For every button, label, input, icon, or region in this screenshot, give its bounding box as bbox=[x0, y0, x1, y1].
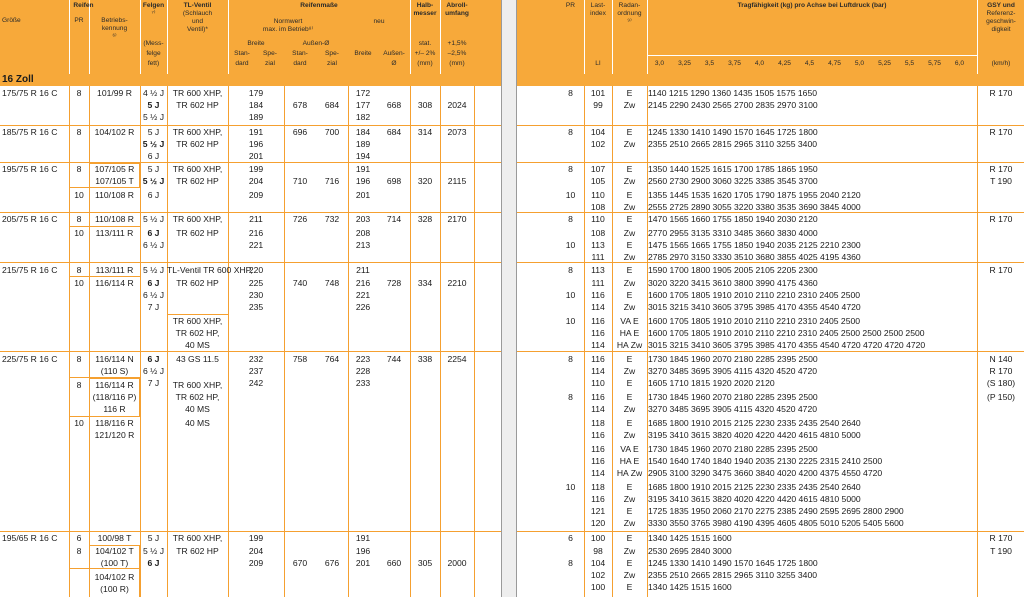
pressure-header: 5,5 bbox=[904, 60, 915, 67]
load-index-cell: 116 bbox=[591, 444, 605, 454]
axle-arrangement-cell: E bbox=[626, 164, 633, 174]
axle-arrangement-cell: Zw bbox=[623, 546, 636, 556]
load-values-cell: 3270 3485 3695 3905 4115 4320 4520 4720 bbox=[648, 366, 818, 376]
axle-arrangement-cell: E bbox=[626, 290, 633, 300]
tire-size: 225/75 R 16 C bbox=[2, 354, 58, 364]
axle-arrangement-cell: Zw bbox=[623, 404, 636, 414]
load-values-cell: 1605 1710 1815 1920 2020 2120 bbox=[648, 378, 775, 388]
load-values-cell: 3195 3410 3615 3820 4020 4220 4420 4615 4810 5000 bbox=[648, 494, 861, 504]
speed-rating-cell: T 190 bbox=[990, 546, 1012, 556]
load-index-cell: 114 bbox=[591, 366, 605, 376]
load-index-cell: 118 bbox=[591, 482, 605, 492]
axle-arrangement-cell: E bbox=[626, 214, 633, 224]
axle-arrangement-cell: E bbox=[626, 190, 633, 200]
load-index-cell: 114 bbox=[591, 404, 605, 414]
speed-rating-cell: N 140 bbox=[989, 354, 1013, 364]
pressure-header: 5,25 bbox=[878, 60, 891, 67]
load-values-cell: 1725 1835 1950 2060 2170 2275 2385 2490 2595 2695 2800 2900 bbox=[648, 506, 904, 516]
speed-rating-cell: (S 180) bbox=[986, 378, 1016, 388]
axle-arrangement-cell: Zw bbox=[623, 100, 636, 110]
load-index-cell: 113 bbox=[591, 240, 605, 250]
load-values-cell: 1600 1705 1805 1910 2010 2110 2210 2310 2405 2500 bbox=[648, 316, 861, 326]
load-values-cell: 1355 1445 1535 1620 1705 1790 1875 1955 2040 2120 bbox=[648, 190, 861, 200]
load-values-cell: 1600 1705 1805 1910 2010 2110 2210 2310 2405 2500 bbox=[648, 290, 861, 300]
axle-arrangement-cell: E bbox=[626, 378, 633, 388]
pr-cell: 10 bbox=[565, 240, 576, 250]
speed-rating-cell: R 170 bbox=[989, 214, 1013, 224]
pr-cell: 10 bbox=[565, 316, 576, 326]
axle-arrangement-cell: Zw bbox=[623, 139, 636, 149]
load-index-cell: 116 bbox=[591, 354, 605, 364]
axle-arrangement-cell: E bbox=[626, 558, 633, 568]
tire-size: 215/75 R 16 C bbox=[2, 265, 58, 275]
load-index-cell: 100 bbox=[590, 533, 606, 543]
load-index-cell: 118 bbox=[591, 418, 605, 428]
load-index-cell: 116 bbox=[591, 430, 605, 440]
axle-arrangement-cell: HA E bbox=[619, 456, 640, 466]
load-values-cell: 2560 2730 2900 3060 3225 3385 3545 3700 bbox=[648, 176, 818, 186]
speed-rating-cell: R 170 bbox=[989, 88, 1013, 98]
speed-rating-cell: R 170 bbox=[989, 533, 1013, 543]
tire-size: 195/65 R 16 C bbox=[2, 533, 58, 543]
speed-rating-cell: R 170 bbox=[989, 366, 1013, 376]
axle-arrangement-cell: Zw bbox=[623, 252, 636, 262]
load-index-cell: 102 bbox=[590, 139, 606, 149]
header-tragfaehigkeit: Tragfähigkeit (kg) pro Achse bei Luftdruck (bar) bbox=[737, 2, 887, 9]
page-gutter bbox=[502, 0, 516, 597]
load-values-cell: 1475 1565 1665 1755 1850 1940 2035 2125 2210 2300 bbox=[648, 240, 861, 250]
section-band-left bbox=[0, 74, 501, 86]
pressure-header: 3,0 bbox=[654, 60, 665, 67]
load-index-cell: 116 bbox=[591, 290, 605, 300]
axle-arrangement-cell: VA E bbox=[620, 316, 639, 326]
speed-rating-cell: R 170 bbox=[989, 127, 1013, 137]
header-lastindex: Last- bbox=[590, 2, 606, 9]
axle-arrangement-cell: E bbox=[626, 240, 633, 250]
pr-cell: 10 bbox=[565, 482, 576, 492]
load-index-cell: 120 bbox=[590, 518, 606, 528]
load-values-cell: 1540 1640 1740 1840 1940 2035 2130 2225 2315 2410 2500 bbox=[648, 456, 883, 466]
load-values-cell: 2555 2725 2890 3055 3220 3380 3535 3690 3845 4000 bbox=[648, 202, 861, 212]
load-values-cell: 3015 3215 3410 3605 3795 3985 4170 4355 4540 4720 4720 4720 4720 bbox=[648, 340, 926, 350]
load-index-cell: 110 bbox=[591, 214, 605, 224]
axle-arrangement-cell: E bbox=[626, 88, 633, 98]
header-pr-right: PR bbox=[565, 2, 576, 9]
load-values-cell: 2355 2510 2665 2815 2965 3110 3255 3400 bbox=[648, 139, 818, 149]
tire-size: 195/75 R 16 C bbox=[2, 164, 58, 174]
tire-size: 175/75 R 16 C bbox=[2, 88, 58, 98]
load-values-cell: 3015 3215 3410 3605 3795 3985 4170 4355 4540 4720 bbox=[648, 302, 861, 312]
load-values-cell: 1730 1845 1960 2070 2180 2285 2395 2500 bbox=[648, 354, 818, 364]
load-values-cell: 1730 1845 1960 2070 2180 2285 2395 2500 bbox=[648, 444, 818, 454]
section-band-right bbox=[517, 74, 1024, 86]
axle-arrangement-cell: Zw bbox=[623, 518, 636, 528]
axle-arrangement-cell: Zw bbox=[623, 228, 636, 238]
load-index-cell: 100 bbox=[590, 582, 606, 592]
pressure-header: 6,0 bbox=[954, 60, 965, 67]
header-reifen: Reifen bbox=[73, 2, 94, 9]
load-values-cell: 1730 1845 1960 2070 2180 2285 2395 2500 bbox=[648, 392, 818, 402]
header-halbmesser: Halb- bbox=[416, 2, 434, 9]
load-index-cell: 110 bbox=[591, 378, 605, 388]
load-index-cell: 114 bbox=[591, 302, 605, 312]
pr-cell: 8 bbox=[568, 164, 573, 174]
pressure-header: 4,25 bbox=[778, 60, 791, 67]
load-index-cell: 104 bbox=[590, 127, 606, 137]
header-reifenmasse: Reifenmaße bbox=[300, 2, 338, 9]
axle-arrangement-cell: E bbox=[626, 533, 633, 543]
load-index-cell: 101 bbox=[590, 88, 606, 98]
axle-arrangement-cell: Zw bbox=[623, 366, 636, 376]
axle-arrangement-cell: VA E bbox=[620, 444, 639, 454]
load-index-cell: 116 bbox=[591, 494, 605, 504]
load-values-cell: 3270 3485 3695 3905 4115 4320 4520 4720 bbox=[648, 404, 818, 414]
pr-cell: 6 bbox=[568, 533, 573, 543]
pressure-header: 4,75 bbox=[828, 60, 841, 67]
header-felgen: Felgen bbox=[142, 2, 165, 9]
header-abrollumfang: Abroll- bbox=[446, 2, 468, 9]
axle-arrangement-cell: E bbox=[626, 482, 633, 492]
pressure-header: 4,0 bbox=[754, 60, 765, 67]
pr-cell: 8 bbox=[568, 265, 573, 275]
axle-arrangement-cell: Zw bbox=[623, 176, 636, 186]
load-index-cell: 121 bbox=[590, 506, 606, 516]
header-gsy: GSY und bbox=[987, 2, 1015, 9]
pr-cell: 8 bbox=[568, 127, 573, 137]
axle-arrangement-cell: E bbox=[626, 392, 633, 402]
axle-arrangement-cell: E bbox=[626, 265, 633, 275]
axle-arrangement-cell: Zw bbox=[623, 430, 636, 440]
load-index-cell: 102 bbox=[590, 570, 606, 580]
load-index-cell: 116 bbox=[591, 328, 605, 338]
header-groesse: Größe bbox=[2, 17, 21, 24]
pr-cell: 8 bbox=[568, 558, 573, 568]
load-index-cell: 105 bbox=[590, 176, 606, 186]
load-values-cell: 2785 2970 3150 3330 3510 3680 3855 4025 4195 4360 bbox=[648, 252, 861, 262]
load-values-cell: 2355 2510 2665 2815 2965 3110 3255 3400 bbox=[648, 570, 818, 580]
load-index-cell: 108 bbox=[590, 202, 606, 212]
axle-arrangement-cell: Zw bbox=[623, 202, 636, 212]
tire-size: 205/75 R 16 C bbox=[2, 214, 58, 224]
load-index-cell: 110 bbox=[591, 190, 605, 200]
load-values-cell: 3020 3220 3415 3610 3800 3990 4175 4360 bbox=[648, 278, 818, 288]
load-index-cell: 111 bbox=[591, 278, 605, 288]
load-index-cell: 98 bbox=[593, 546, 603, 556]
axle-arrangement-cell: HA Zw bbox=[616, 340, 643, 350]
speed-rating-cell: R 170 bbox=[989, 265, 1013, 275]
load-values-cell: 1470 1565 1660 1755 1850 1940 2030 2120 bbox=[648, 214, 818, 224]
load-values-cell: 2770 2955 3135 3310 3485 3660 3830 4000 bbox=[648, 228, 818, 238]
load-values-cell: 2905 3100 3290 3475 3660 3840 4020 4200 4375 4550 4720 bbox=[648, 468, 883, 478]
load-values-cell: 3330 3550 3765 3980 4190 4395 4605 4805 5010 5205 5405 5600 bbox=[648, 518, 904, 528]
load-values-cell: 1590 1700 1800 1905 2005 2105 2205 2300 bbox=[648, 265, 818, 275]
load-values-cell: 1685 1800 1910 2015 2125 2230 2335 2435 2540 2640 bbox=[648, 418, 861, 428]
pressure-header: 3,25 bbox=[678, 60, 691, 67]
load-index-cell: 104 bbox=[590, 558, 606, 568]
load-values-cell: 1685 1800 1910 2015 2125 2230 2335 2435 2540 2640 bbox=[648, 482, 861, 492]
load-index-cell: 114 bbox=[591, 340, 605, 350]
left-page: Reifen Größe PR Betriebs- kennung ⁶⁾ Felgen ⁷⁾ (Mess- felge fett) TL-Ventil (Schlauch und Ventil)* Reifenmaße Normwert max. im Betrieb⁸⁾ neu Breite Außen-Ø Stan- dard Spe- zial Stan- dard Spe- zial Breite Außen- Ø Halb- messer stat. +/– 2% (mm) Abroll- umfang +1,5% –2,5% (mm) 16 Zoll 175/75 R 16 C 8 101/99 R 4 ½ J 5 J 5 ½ J TR 600 XHP, TR 602 HP 179 184 189 678 684 172 177 182 668 308 2024 185/75 R 16 C 8 104/102 R 5 J 5 ½ J 6 J TR 600 XHP, TR 602 HP 191 196 201 696 700 184 189 194 684 314 2073 195/75 R 16 C 8 10 107/105 R 107/105 T 110/108 R 5 J 5 ½ J 6 J TR 600 XHP, TR 602 HP 199 204 209 710 716 191 196 201 698 320 2115 205/75 R 16 C 8 10 110/108 R 113/111 R 5 ½ J 6 J 6 ½ J TR 600 XHP, TR 602 HP 211 216 221 726 732 203 208 213 714 328 2170 215/75 R 16 C 8 10 113/111 R 116/114 R 5 ½ J 6 J 6 ½ J 7 J TL-Ventil TR 600 XHP, TR 602 HP TR 600 XHP, TR 602 HP, 40 MS 220 225 230 235 740 748 211 216 221 226 728 334 2210 225/75 R 16 C 8 8 10 116/114 N (110 S) 116/114 R (118/116 P) 116 R 118/116 R 121/120 R 6 J 6 ½ J 7 J 43 GS 11.5 TR 600 XHP, TR 602 HP, 40 MS 40 MS 232 237 242 758 764 223 228 233 744 338 2254 195/65 R 16 C 6 8 100/98 T 104/102 T (100 T) 104/102 R (100 R) 5 J 5 ½ J 6 J TR 600 XHP, TR 602 HP 199 204 209 670 676 191 196 201 660 305 2000 bbox=[0, 0, 502, 597]
section-title: 16 Zoll bbox=[2, 74, 34, 85]
axle-arrangement-cell: HA Zw bbox=[616, 468, 643, 478]
axle-arrangement-cell: E bbox=[626, 418, 633, 428]
axle-arrangement-cell: Zw bbox=[623, 302, 636, 312]
load-values-cell: 2530 2695 2840 3000 bbox=[648, 546, 732, 556]
pr-cell: 8 bbox=[568, 88, 573, 98]
pressure-header: 5,75 bbox=[928, 60, 941, 67]
axle-arrangement-cell: Zw bbox=[623, 570, 636, 580]
pressure-header: 3,75 bbox=[728, 60, 741, 67]
load-values-cell: 1245 1330 1410 1490 1570 1645 1725 1800 bbox=[648, 127, 818, 137]
load-values-cell: 1350 1440 1525 1615 1700 1785 1865 1950 bbox=[648, 164, 818, 174]
header-ventil: TL-Ventil bbox=[183, 2, 212, 9]
pressure-header: 4,5 bbox=[804, 60, 815, 67]
load-values-cell: 1600 1705 1805 1910 2010 2110 2210 2310 2405 2500 2500 2500 2500 bbox=[648, 328, 925, 338]
load-index-cell: 99 bbox=[593, 100, 603, 110]
load-values-cell: 1340 1425 1515 1600 bbox=[648, 582, 732, 592]
load-index-cell: 107 bbox=[590, 164, 606, 174]
speed-rating-cell: T 190 bbox=[990, 176, 1012, 186]
load-index-cell: 111 bbox=[591, 252, 605, 262]
load-values-cell: 2145 2290 2430 2565 2700 2835 2970 3100 bbox=[648, 100, 818, 110]
load-index-cell: 108 bbox=[590, 228, 606, 238]
tire-size: 185/75 R 16 C bbox=[2, 127, 58, 137]
pressure-header: 5,0 bbox=[854, 60, 865, 67]
header-pr: PR bbox=[74, 17, 84, 24]
header-radanordnung: Radan- bbox=[618, 2, 641, 9]
pr-cell: 10 bbox=[565, 290, 576, 300]
load-values-cell: 1245 1330 1410 1490 1570 1645 1725 1800 bbox=[648, 558, 818, 568]
speed-rating-cell: (P 150) bbox=[986, 392, 1016, 402]
load-values-cell: 1340 1425 1515 1600 bbox=[648, 533, 732, 543]
load-index-cell: 113 bbox=[591, 265, 605, 275]
load-values-cell: 3195 3410 3615 3820 4020 4220 4420 4615 4810 5000 bbox=[648, 430, 861, 440]
load-index-cell: 116 bbox=[591, 316, 605, 326]
speed-rating-cell: R 170 bbox=[989, 164, 1013, 174]
axle-arrangement-cell: E bbox=[626, 354, 633, 364]
load-index-cell: 116 bbox=[591, 392, 605, 402]
pr-cell: 8 bbox=[568, 214, 573, 224]
right-page: PR Last- index LI Radan- ordnung ⁹⁾ Tragfähigkeit (kg) pro Achse bei Luftdruck (bar) GSY und Referenz- geschwin- digkeit (km/h) 8 101 E 1140 1215 1290 1360 1435 1505 1575 1650 R 170 99 Zw 2145 2290 2430 2565 2700 2835 2970 3100 8 104 E 1245 1330 1410 1490 1570 1645 1725 1800 R 170 102 Zw 2355 2510 2665 2815 2965 3110 3255 3400 8 107 E 1350 1440 1525 1615 1700 1785 1865 1950 R 170 105 Zw 2560 2730 2900 3060 3225 3385 3545 3700 T 190 10 110 E 1355 1445 1535 1620 1705 1790 1875 1955 2040 2120 108 Zw 2555 2725 2890 3055 3220 3380 3535 3690 3845 4000 8 110 E 1470 1565 1660 1755 1850 1940 2030 2120 R 170 108 Zw 2770 2955 3135 3310 3485 3660 3830 4000 10 113 E 1475 1565 1665 1755 1850 1940 2035 2125 2210 2300 111 Zw 2785 2970 3150 3330 3510 3680 3855 4025 4195 4360 8 113 E 1590 1700 1800 1905 2005 2105 2205 2300 R 170 111 Zw 3020 3220 3415 3610 3800 3990 4175 4360 10 116 E 1600 1705 1805 1910 2010 2110 2210 2310 2405 2500 114 Zw 3015 3215 3410 3605 3795 3985 4170 4355 4540 4720 10 116 VA E 1600 1705 1805 1910 2010 2110 2210 2310 2405 2500 116 HA E 1600 1705 1805 1910 2010 2110 2210 2310 2405 2500 2500 2500 2500 114 HA Zw 3015 3215 3410 3605 3795 3985 4170 4355 4540 4720 4720 4720 4720 8 116 E 1730 1845 1960 2070 2180 2285 2395 2500 N 140 114 Zw 3270 3485 3695 3905 4115 4320 4520 4720 R 170 110 E 1605 1710 1815 1920 2020 2120 (S 180) 8 116 E 1730 1845 1960 2070 2180 2285 2395 2500 (P 150) 114 Zw 3270 3485 3695 3905 4115 4320 4520 4720 118 E 1685 1800 1910 2015 2125 2230 2335 2435 2540 2640 116 Zw 3195 3410 3615 3820 4020 4220 4420 4615 4810 5000 116 VA E 1730 1845 1960 2070 2180 2285 2395 2500 116 HA E 1540 1640 1740 1840 1940 2035 2130 2225 2315 2410 2500 114 HA Zw 2905 3100 3290 3475 3660 3840 4020 4200 4375 4550 4720 10 118 E 1685 1800 1910 2015 2125 2230 2335 2435 2540 2640 116 Zw 3195 3410 3615 3820 4020 4220 4420 4615 4810 5000 121 E 1725 1835 1950 2060 2170 2275 2385 2490 2595 2695 2800 2900 120 Zw 3330 3550 3765 3980 4190 4395 4605 4805 5010 5205 5405 5600 6 100 E 1340 1425 1515 1600 R 170 98 Zw 2530 2695 2840 3000 T 190 8 104 E 1245 1330 1410 1490 1570 1645 1725 1800 102 Zw 2355 2510 2665 2815 2965 3110 3255 3400 100 E 1340 1425 1515 1600 3,0 3,25 3,5 3,75 4,0 4,25 4,5 4,75 5,0 5,25 5,5 5,75 6,0 bbox=[516, 0, 1024, 597]
axle-arrangement-cell: E bbox=[626, 582, 633, 592]
axle-arrangement-cell: E bbox=[626, 127, 633, 137]
axle-arrangement-cell: E bbox=[626, 506, 633, 516]
pr-cell: 8 bbox=[568, 392, 573, 402]
pressure-header: 3,5 bbox=[704, 60, 715, 67]
load-index-cell: 114 bbox=[591, 468, 605, 478]
pr-cell: 10 bbox=[565, 190, 576, 200]
load-values-cell: 1140 1215 1290 1360 1435 1505 1575 1650 bbox=[648, 88, 818, 98]
axle-arrangement-cell: Zw bbox=[623, 278, 636, 288]
pr-cell: 8 bbox=[568, 354, 573, 364]
load-index-cell: 116 bbox=[591, 456, 605, 466]
axle-arrangement-cell: HA E bbox=[619, 328, 640, 338]
axle-arrangement-cell: Zw bbox=[623, 494, 636, 504]
